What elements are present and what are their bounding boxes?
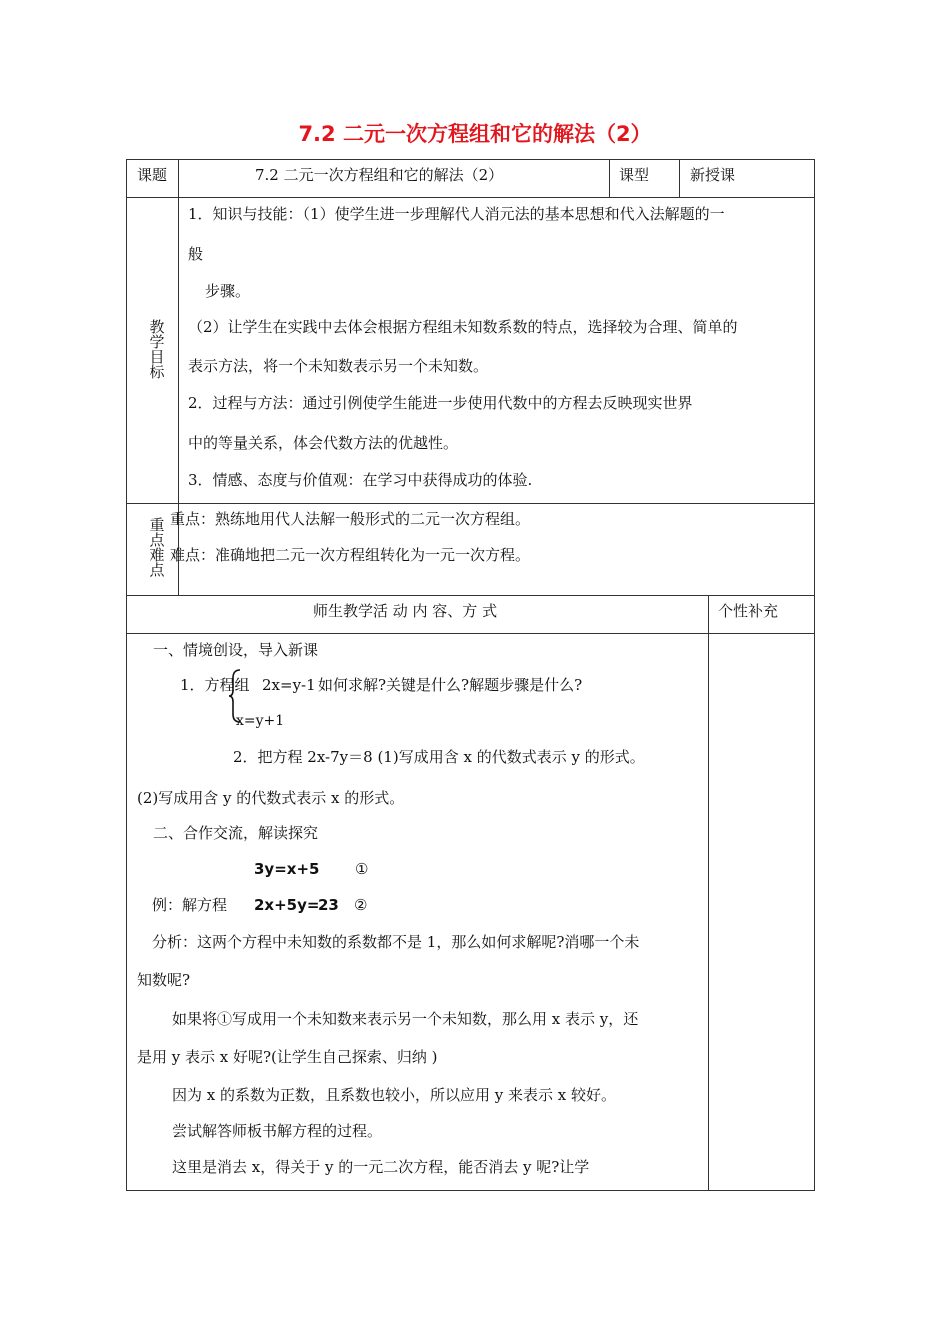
goal-line: 表示方法，将一个未知数表示另一个未知数。 xyxy=(188,357,489,375)
page-title: 7.2 二元一次方程组和它的解法（2） xyxy=(298,122,652,146)
goal-line: 步骤。 xyxy=(205,282,251,300)
goal-line: 般 xyxy=(188,245,204,263)
section-heading: 一、情境创设，导入新课 xyxy=(153,641,319,659)
paragraph: 知数呢? xyxy=(137,971,191,989)
goal-line: （2）让学生在实践中去体会根据方程组未知数系数的特点，选择较为合理、简单的 xyxy=(188,318,738,336)
supplement-header: 个性补充 xyxy=(718,602,779,620)
goal-line: 1．知识与技能：（1）使学生进一步理解代人消元法的基本思想和代入法解题的一 xyxy=(188,205,725,223)
goals-label xyxy=(147,320,167,380)
example-label: 例：解方程 xyxy=(152,896,228,914)
vertical-label-char: 重 xyxy=(149,516,165,534)
paragraph: 这里是消去 x，得关于 y 的一元二次方程，能否消去 y 呢?让学 xyxy=(172,1158,590,1176)
paragraph: 尝试解答师板书解方程的过程。 xyxy=(172,1122,383,1140)
key-point-line: 难点：准确地把二元一次方程组转化为一元一次方程。 xyxy=(170,546,531,564)
vertical-label-char: 标 xyxy=(149,363,165,381)
type-value: 新授课 xyxy=(690,166,736,184)
paragraph: 是用 y 表示 x 好呢?(让学生自己探索、归纳 ) xyxy=(137,1048,438,1066)
vertical-label-char: 目 xyxy=(149,348,165,366)
vertical-label-char: 教 xyxy=(149,318,165,336)
key-points-label xyxy=(147,518,167,578)
equation: 3y=x+5 xyxy=(254,860,320,878)
paragraph: 因为 x 的系数为正数，且系数也较小，所以应用 y 来表示 x 较好。 xyxy=(172,1086,617,1104)
equation-mark: ② xyxy=(354,896,368,914)
equation: x=y+1 xyxy=(236,713,285,729)
equation-value: 23 xyxy=(318,896,339,914)
question-1-prefix: 1．方程组 xyxy=(180,676,250,694)
goal-line: 中的等量关系，体会代数方法的优越性。 xyxy=(188,434,459,452)
equation-mark: ① xyxy=(355,860,369,878)
key-point-line: 重点：熟练地用代人法解一般形式的二元一次方程组。 xyxy=(170,510,531,528)
vertical-label-char: 难 xyxy=(149,546,165,564)
question-2: 2．把方程 2x-7y＝8 (1)写成用含 x 的代数式表示 y 的形式。 xyxy=(233,748,645,766)
equation: 2x=y-1 xyxy=(262,676,316,694)
activity-header: 师生教学活 动 内 容、方 式 xyxy=(313,602,498,620)
topic-label: 课题 xyxy=(137,166,168,184)
paragraph: 如果将①写成用一个未知数来表示另一个未知数，那么用 x 表示 y，还 xyxy=(172,1010,639,1028)
vertical-label-char: 点 xyxy=(149,561,165,579)
vertical-label-char: 学 xyxy=(149,333,165,351)
goal-line: 3．情感、态度与价值观：在学习中获得成功的体验. xyxy=(188,471,533,489)
goal-line: 2．过程与方法：通过引例使学生能进一步使用代数中的方程去反映现实世界 xyxy=(188,394,693,412)
question-2b: (2)写成用含 y 的代数式表示 x 的形式。 xyxy=(137,789,405,807)
equation: 2x+5y= xyxy=(254,896,320,914)
section-heading: 二、合作交流，解读探究 xyxy=(153,824,319,842)
question-1-text: 如何求解?关键是什么?解题步骤是什么? xyxy=(318,676,583,694)
topic-value: 7.2 二元一次方程组和它的解法（2） xyxy=(255,166,504,184)
vertical-label-char: 点 xyxy=(149,531,165,549)
type-label: 课型 xyxy=(619,166,650,184)
paragraph: 分析：这两个方程中未知数的系数都不是 1，那么如何求解呢?消哪一个未 xyxy=(152,933,640,951)
